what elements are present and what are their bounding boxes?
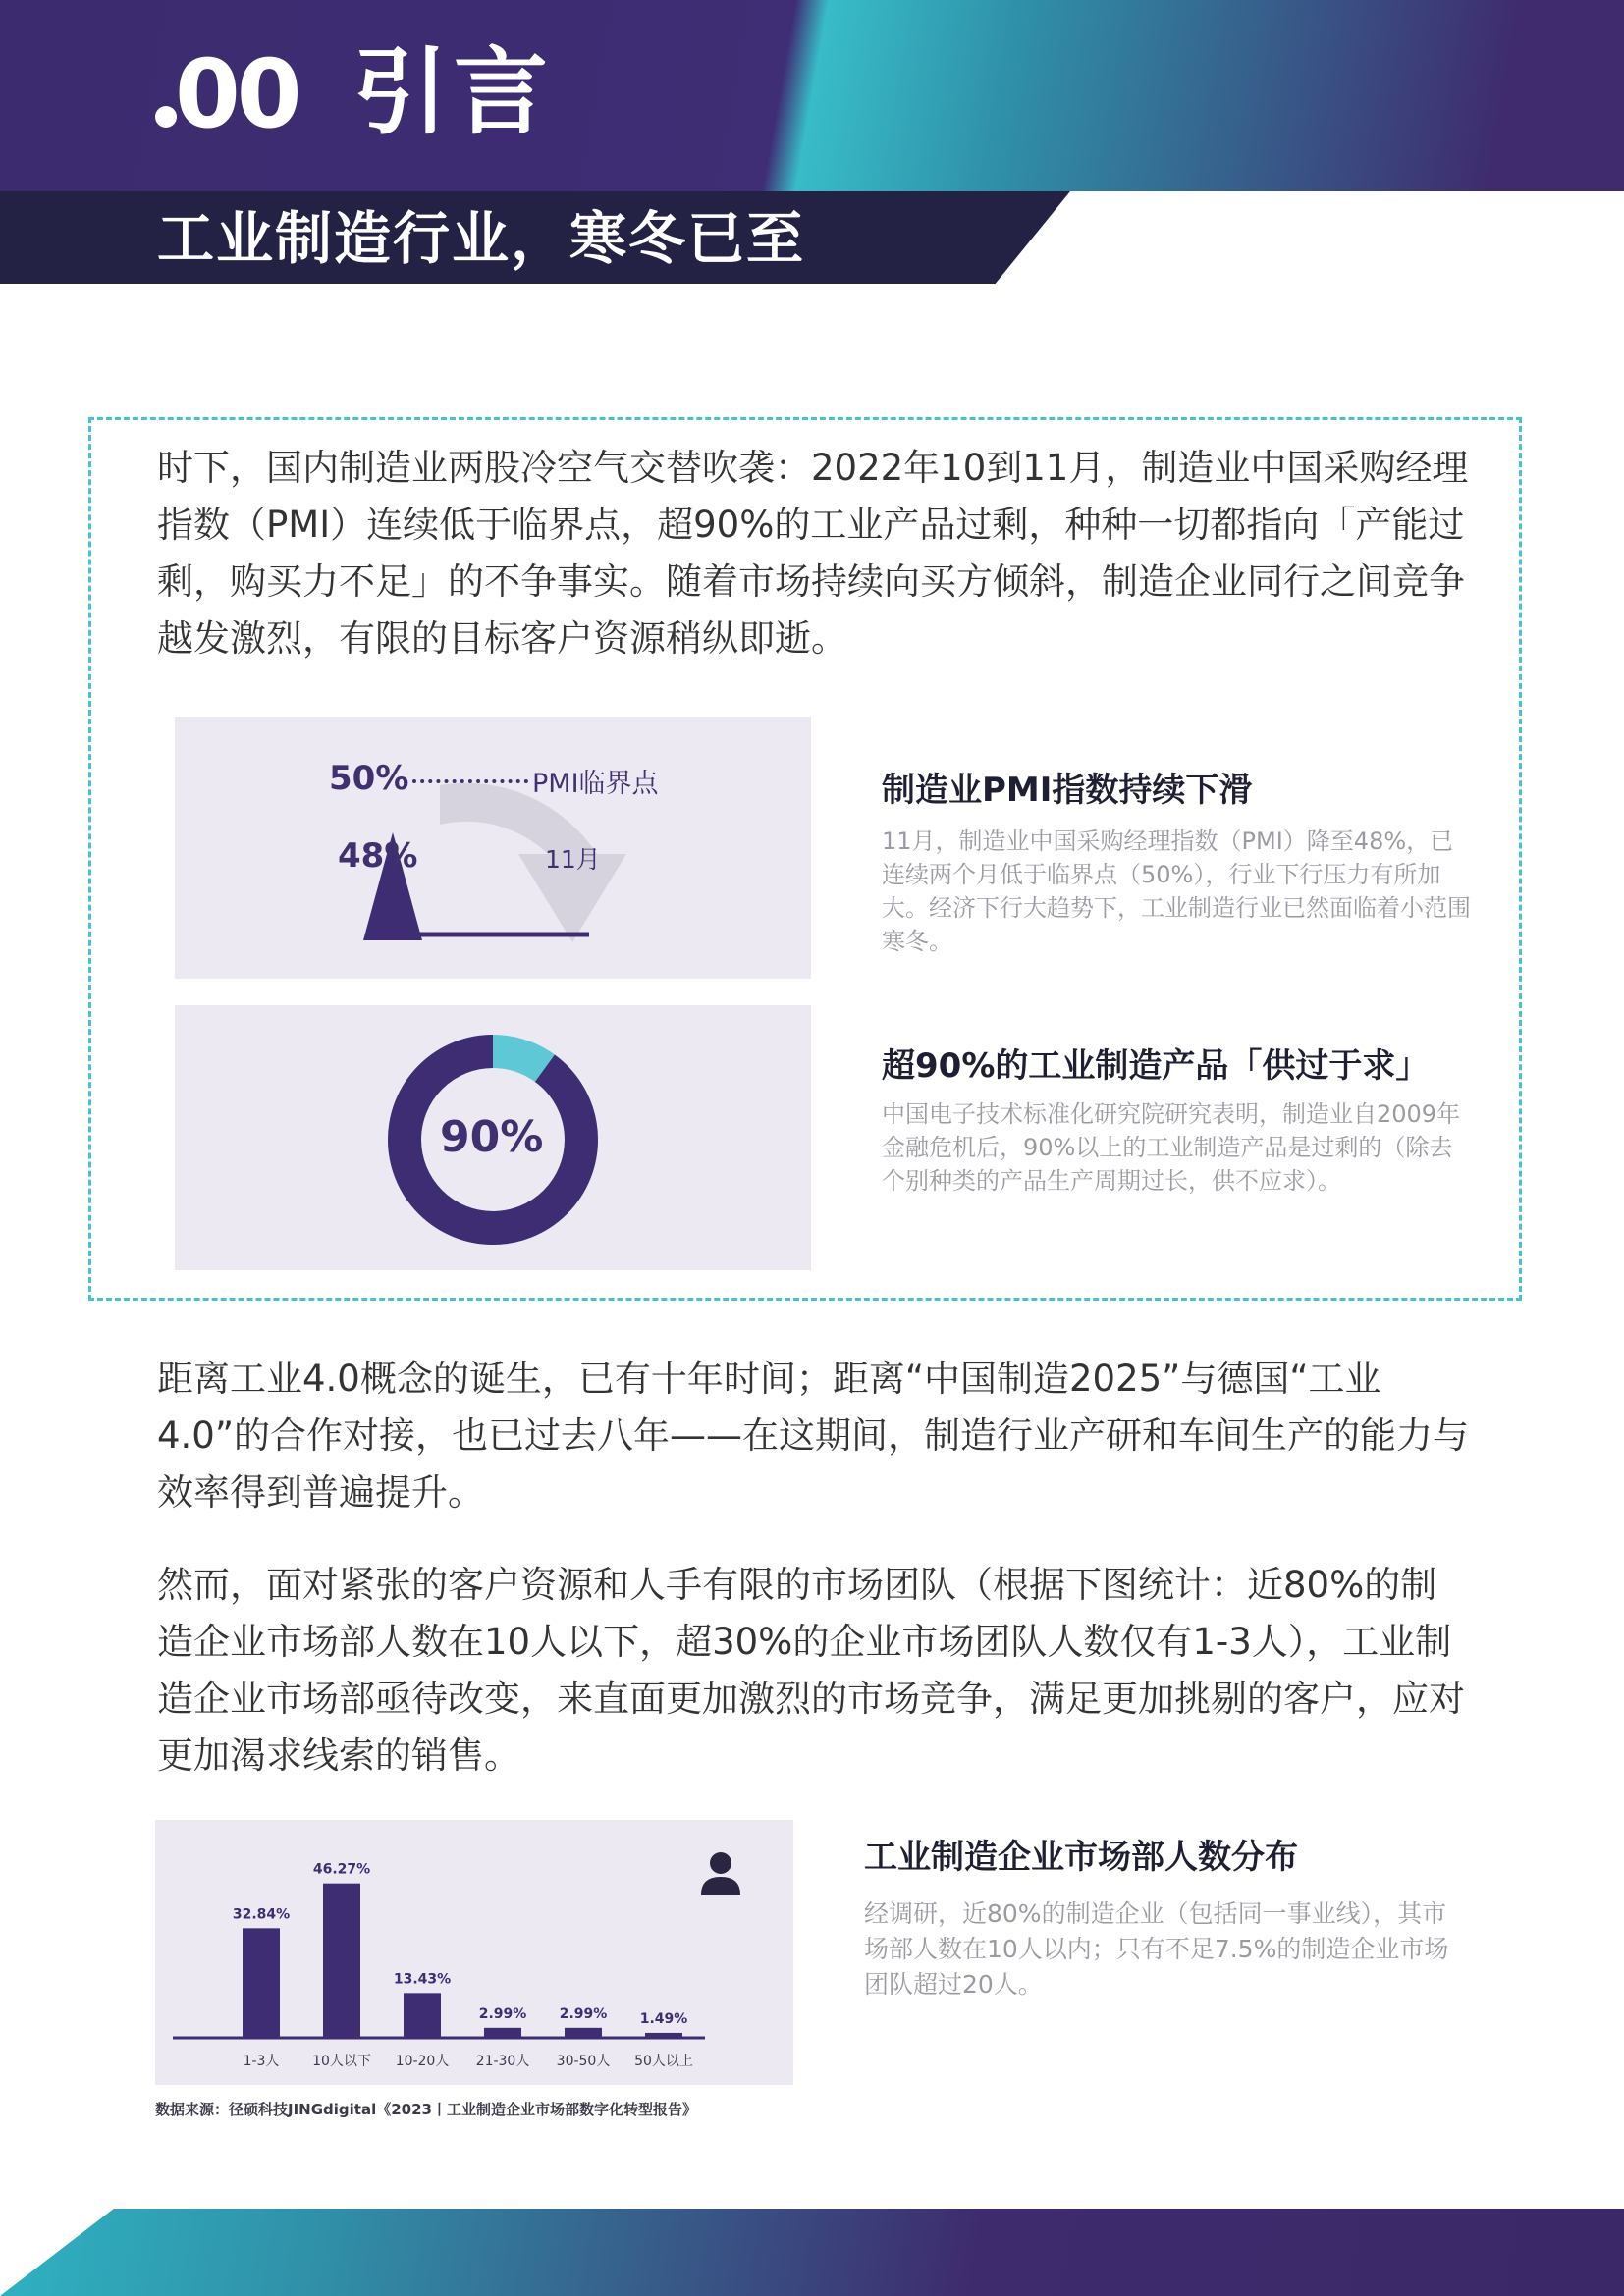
chart-source: 数据来源：径硕科技JINGdigital《2023丨工业制造企业市场部数字化转型报告》 bbox=[155, 2101, 697, 2118]
pmi-card-text: 11月，制造业中国采购经理指数（PMI）降至48%，已连续两个月低于临界点（50%），行业下行压力有所加大。经济下行大趋势下，工业制造行业已然面临着小范围寒冬。 bbox=[882, 828, 1471, 955]
paragraph-industry-4: 距离工业4.0概念的诞生，已有十年时间；距离“中国制造2025”与德国“工业4.0”的合作对接，也已过去八年——在这期间，制造行业产研和车间生产的能力与效率得到普遍提升。 bbox=[157, 1358, 1470, 1514]
bar-value-label-2: 13.43% bbox=[393, 1971, 452, 1988]
section-number: 00 bbox=[175, 39, 298, 149]
bar-chart bbox=[155, 1820, 793, 2085]
bar-4 bbox=[565, 2028, 602, 2038]
chart-title: 工业制造企业市场部人数分布 bbox=[864, 1838, 1298, 1877]
bar-5 bbox=[645, 2033, 682, 2038]
bar-category-label-1: 10人以下 bbox=[312, 2054, 371, 2069]
chart-description: 经调研，近80%的制造企业（包括同一事业线），其市场部人数在10人以内；只有不足7.5%的制造企业市场团队超过20人。 bbox=[864, 1899, 1449, 1999]
pmi-card-title: 制造业PMI指数持续下滑 bbox=[882, 771, 1253, 810]
bar-0 bbox=[243, 1928, 280, 2038]
intro-paragraph: 时下，国内制造业两股冷空气交替吹袭：2022年10到11月，制造业中国采购经理指数（PMI）连续低于临界点，超90%的工业产品过剩，种种一切都指向「产能过剩，购买力不足」的不争事实。随着市场持续向买方倾斜，制造企业同行之间竞争越发激烈，有限的目标客户资源稍纵即逝。 bbox=[157, 447, 1469, 660]
bar-category-label-4: 30-50人 bbox=[556, 2054, 611, 2069]
bar-value-label-1: 46.27% bbox=[312, 1861, 371, 1878]
bar-value-label-5: 1.49% bbox=[639, 2010, 688, 2027]
bar-value-label-0: 32.84% bbox=[232, 1906, 291, 1923]
page-title: 引言 bbox=[353, 37, 554, 147]
paragraph-market-team: 然而，面对紧张的客户资源和人手有限的市场团队（根据下图统计：近80%的制造企业市场部人数在10人以下，超30%的企业市场团队人数仅有1-3人），工业制造企业市场部亟待改变，来直面更加激烈的市场竞争，满足更加挑剔的客户，应对更加渴求线索的销售。 bbox=[157, 1564, 1465, 1777]
donut-label: 90% bbox=[440, 1112, 544, 1162]
bar-value-label-4: 2.99% bbox=[559, 2005, 608, 2022]
pmi-threshold-label: PMI临界点 bbox=[532, 769, 659, 799]
pmi-current-value: 48% bbox=[338, 836, 418, 876]
bar-category-label-2: 10-20人 bbox=[395, 2054, 450, 2069]
bar-category-label-5: 50人以上 bbox=[634, 2054, 693, 2069]
page-subtitle: 工业制造行业，寒冬已至 bbox=[157, 205, 806, 272]
bar-1 bbox=[323, 1884, 360, 2038]
section-number-dot bbox=[155, 106, 177, 128]
pmi-month-label: 11月 bbox=[545, 845, 601, 874]
pmi-threshold-value: 50% bbox=[329, 759, 409, 798]
footer-banner bbox=[0, 2209, 1624, 2296]
surplus-card-text: 中国电子技术标准化研究院研究表明，制造业自2009年金融危机后，90%以上的工业制造产品是过剩的（除去个别种类的产品生产周期过长，供不应求）。 bbox=[882, 1100, 1461, 1195]
person-icon bbox=[701, 1852, 740, 1895]
bar-category-label-0: 1-3人 bbox=[243, 2054, 280, 2069]
bar-2 bbox=[404, 1993, 441, 2038]
bar-3 bbox=[484, 2028, 521, 2038]
pmi-arrow-graphic bbox=[175, 717, 811, 979]
bar-category-label-3: 21-30人 bbox=[475, 2054, 530, 2069]
surplus-card-title: 超90%的工业制造产品「供过于求」 bbox=[882, 1046, 1430, 1086]
pmi-dotted-line bbox=[412, 779, 528, 783]
bar-value-label-3: 2.99% bbox=[478, 2005, 527, 2022]
